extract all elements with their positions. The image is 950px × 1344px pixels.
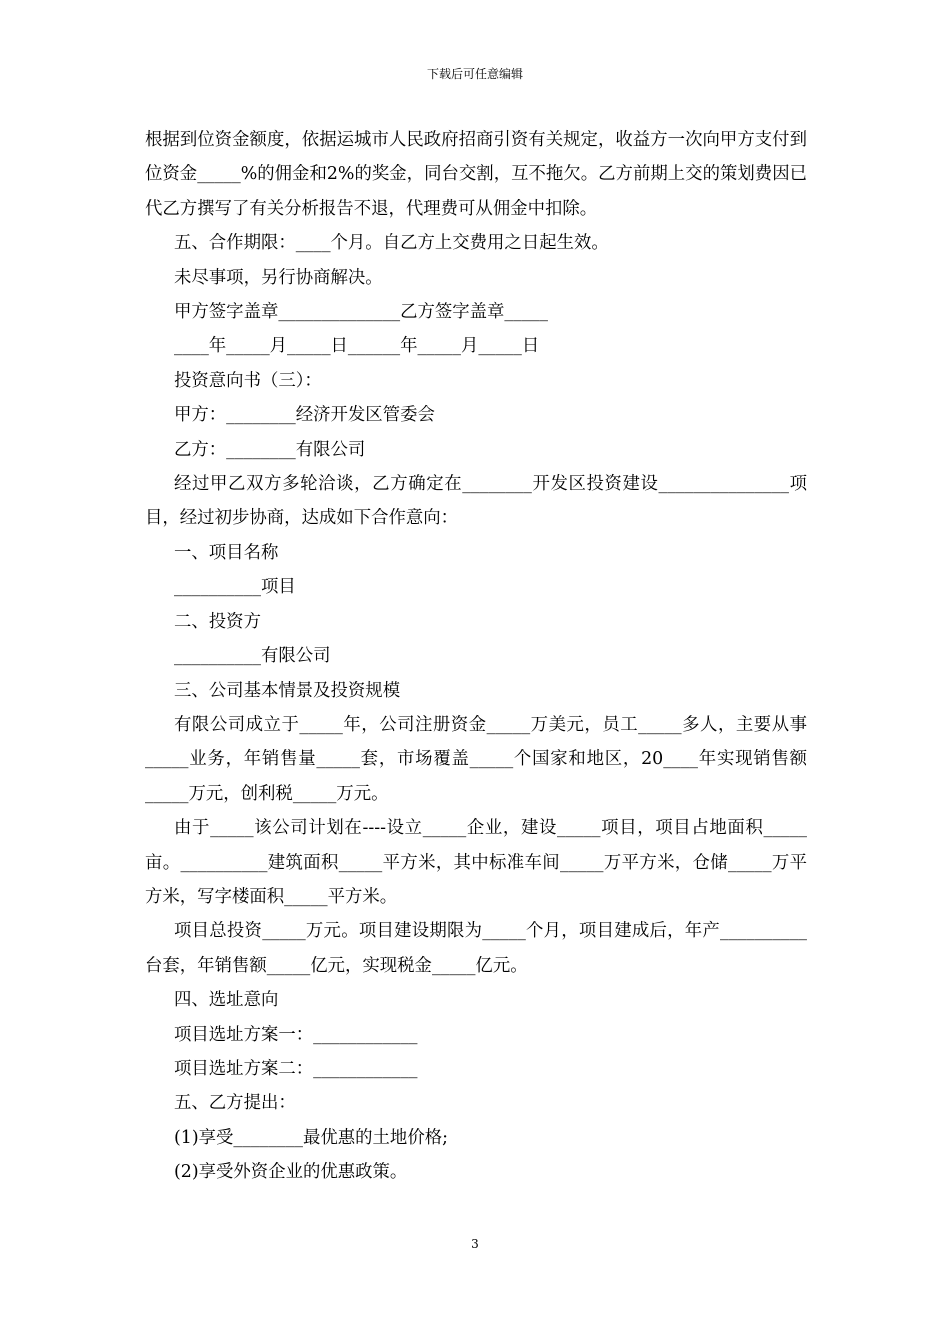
document-body (145, 123, 807, 1190)
paragraph-total-investment: 项目总投资_____万元。项目建设期限为_____个月，项目建成后，年产__________台套，年销售额_____亿元，实现税金_____亿元。 (145, 921, 807, 976)
section-title: 投资意向书（三）： (174, 370, 322, 391)
paragraph-other-matters: 未尽事项，另行协商解决。 (174, 267, 383, 288)
paragraph-commission: 根据到位资金额度，依据运城市人民政府招商引资有关规定，收益方一次向甲方支付到位资金_____%的佣金和2%的奖金，同台交割，互不拖欠。乙方前期上交的策划费因已代乙方撰写了有关分析报告不退，代理费可从佣金中扣除。 (145, 130, 807, 219)
heading-party-b-requests: 五、乙方提出： (174, 1093, 296, 1114)
signature-line: 甲方签字盖章______________乙方签字盖章_____ (174, 302, 548, 323)
date-line: ____年_____月_____日______年_____月_____日 (174, 336, 540, 357)
investor-line: __________有限公司 (174, 646, 331, 667)
page-header: 下载后可任意编辑 (426, 67, 523, 81)
heading-investor: 二、投资方 (174, 611, 261, 632)
paragraph-intro: 经过甲乙双方多轮洽谈，乙方确定在________开发区投资建设_______________项目，经过初步协商，达成如下合作意向： (145, 474, 807, 529)
heading-company-info: 三、公司基本情景及投资规模 (174, 680, 401, 701)
site-option-one: 项目选址方案一：____________ (174, 1024, 418, 1045)
paragraph-company-info: 有限公司成立于_____年，公司注册资金_____万美元，员工_____多人，主要从事_____业务，年销售量_____套，市场覆盖_____个国家和地区，20____年实现销售额_____万元，创利税_____万元。 (145, 714, 807, 804)
project-name-line: __________项目 (174, 577, 296, 598)
page-number: 3 (471, 1237, 479, 1251)
party-a-line: 甲方：________经济开发区管委会 (174, 405, 435, 426)
paragraph-project-plan: 由于_____该公司计划在----设立_____企业，建设_____项目，项目占地面积_____亩。__________建筑面积_____平方米，其中标准车间_____万平方米，仓储_____万平方米，写字楼面积_____平方米。 (145, 818, 807, 907)
site-option-two: 项目选址方案二：____________ (174, 1058, 418, 1079)
paragraph-cooperation-period: 五、合作期限：____个月。自乙方上交费用之日起生效。 (174, 233, 609, 254)
party-b-line: 乙方：________有限公司 (174, 439, 366, 460)
heading-project-name: 一、项目名称 (174, 542, 279, 563)
request-item-1: (1)享受________最优惠的土地价格; (174, 1127, 448, 1148)
request-item-2: (2)享受外资企业的优惠政策。 (174, 1162, 408, 1183)
heading-site-selection: 四、选址意向 (174, 990, 279, 1011)
